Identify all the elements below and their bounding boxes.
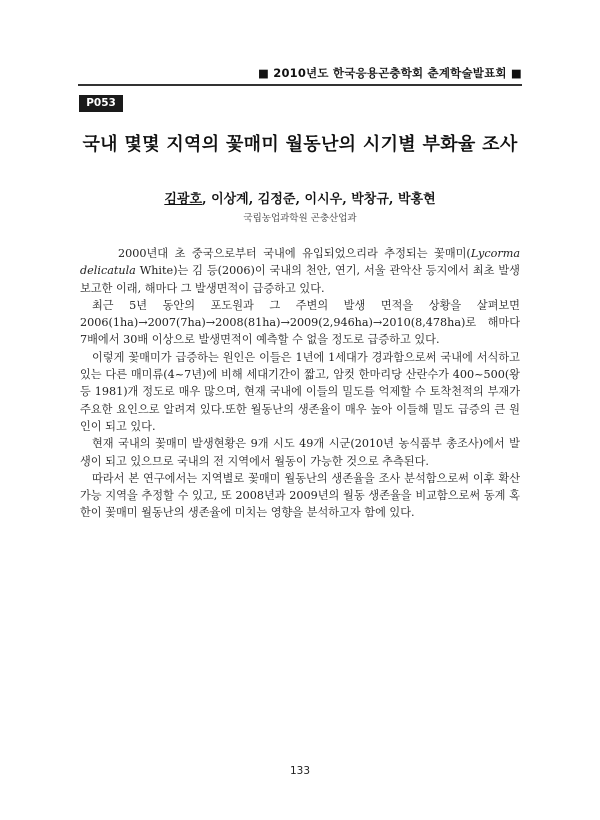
presenting-author: 김광호 — [164, 192, 203, 207]
conference-name: ■ 2010년도 한국응용곤충학회 춘계학술발표회 ■ — [257, 66, 522, 80]
paper-title: 국내 몇몇 지역의 꽃매미 월동난의 시기별 부화율 조사 — [82, 134, 518, 155]
paragraph-1-part-a: 2000년대 초 중국으로부터 국내에 유입되었으리라 추정되는 꽃매미( — [118, 247, 471, 260]
paragraph-1-part-b: White)는 김 등(2006)이 국내의 천안, 연기, 서울 관악산 등지에서 최초 발생 보고한 이래, 해마다 그 발생면적이 급증하고 있다. — [80, 264, 520, 295]
poster-id-badge: P053 — [79, 95, 123, 112]
paragraph-2: 최근 5년 동안의 포도원과 그 주변의 발생 면적을 상황을 살펴보면 2006(1ha)→2007(7ha)→2008(81ha)→2009(2,946ha)→2010(8,478ha)로 해마다 7배에서 30배 이상으로 발생면적이 예측할 수 없을 정도로 급증하고 있다. — [80, 298, 520, 347]
paragraph-1 — [80, 245, 520, 297]
page-number: 133 — [289, 765, 311, 777]
co-authors: , 이상계, 김정준, 이시우, 박창규, 박홍현 — [202, 192, 436, 207]
paragraph-4: 현재 국내의 꽃매미 발생현황은 9개 시도 49개 시군(2010년 농식품부 총조사)에서 발생이 되고 있으므로 국내의 전 지역에서 월동이 가능한 것으로 추측된다. — [80, 437, 520, 468]
affiliation: 국립농업과학원 곤충산업과 — [243, 213, 357, 224]
species-name: Lycorma delicatula — [80, 247, 520, 278]
paragraph-3: 이렇게 꽃매미가 급증하는 원인은 이들은 1년에 1세대가 경과함으로써 국내에 서식하고 있는 다른 매미류(4~7년)에 비해 세대기간이 짧고, 암컷 한마리당 산란수가 400~500(왕 등 1981)개 정도로 매우 많으며, 현재 국내에 이들의 밀도를 억제할 수 토착천적의 부재가 주요한 요인으로 알려져 있다.또한 월동난의 생존율이 매우 높아 이들해 밀도 급증의 큰 원인이 되고 있다. — [80, 350, 520, 433]
paragraph-5: 따라서 본 연구에서는 지역별로 꽃매미 월동난의 생존율을 조사 분석함으로써 이후 확산가능 지역을 추정할 수 있고, 또 2008년과 2009년의 월동 생존율을 비교함으로써 동계 혹한이 꽃매미 월동난의 생존율에 미치는 영향을 분석하고자 함에 있다. — [80, 471, 520, 520]
abstract-body — [80, 245, 520, 522]
conference-header — [78, 62, 522, 86]
author-list — [60, 188, 540, 207]
